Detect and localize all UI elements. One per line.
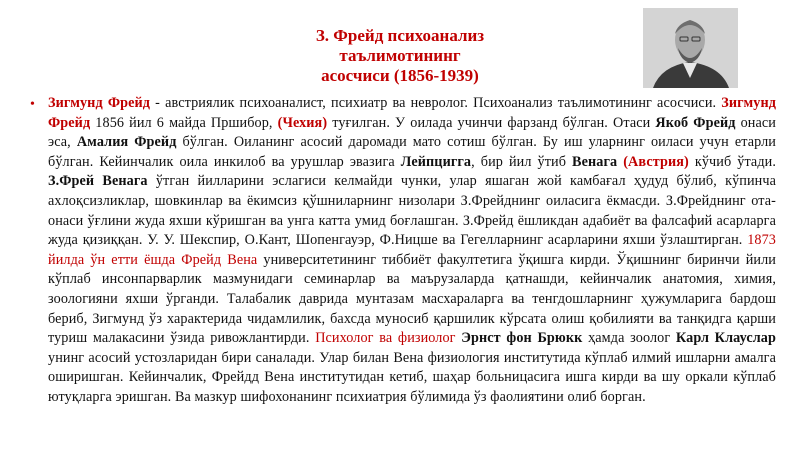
text-segment: бўлган. Оиланинг асосий даромади мато сотиш бўлган. Бу иш уларнинг оиласи учун етарли бўлган. Кейинчалик оила инкилоб ва урушлар эвазига xyxy=(48,134,777,170)
name-ernst-brucke: Эрнст фон Брюкк xyxy=(461,330,583,347)
text-segment: , бир йил ўтиб xyxy=(471,153,573,170)
name-amalia-freud: Амалия Фрейд xyxy=(76,134,177,151)
text-segment: туғилган. У оилада учинчи фарзанд бўлган. Отаси xyxy=(327,114,656,131)
name-jacob-freud: Якоб Фрейд xyxy=(655,114,736,131)
text-segment: университетининг тиббиёт факултетига ўқишга кирди. Ўқишнинг биринчи йили кўплаб инсонпарварлик мазмунидаги семинарлар ва маърузаларда қатнашди, кейинчалик анатомия, химия, зоологияни яхши ўрганди. Талабалик даврида мунтазам масхараларга ва тенгдошларнинг ҳужумларига бардош бериб, Зигмунд ўз характерида чидамлилик, бахсда муносиб қаршилик кўрсата олиш қобилияти ва танқидга қарши туриш малакасини ўзида ривожлантирди. xyxy=(48,251,776,347)
country-austria: (Австрия) xyxy=(623,153,689,170)
text-segment: ўтган йилларини эслагиси келмайди чунки, улар яшаган жой камбағал ҳудуд бўлиб, кўпинча ахлоқсизликлар, шовкинлар ва ёкимсиз қўшниларнинг низолари З.Фрейднинг оиласига ёкмасди. З.Фрейднинг ота-онаси ўғлини жуда яхши кўришган ва унга катта умид боғлашган. З.Фрейд ёшликдан адабиёт ва фалсафий асарларга жуда қизиққан. У. У. Шекспир, О.Кант, Шопенгауэр, Ф.Ницше ва Гегелларнинг асарларини яхши ўзлаштирган. xyxy=(48,173,777,249)
name-carl-claus: Карл Клауслар xyxy=(675,330,776,347)
title-line-1: З. Фрейд психоанализ xyxy=(315,26,485,45)
highlight-psychologist: Психолог ва физиолог xyxy=(315,330,456,347)
bullet-marker: • xyxy=(30,97,35,112)
text-segment: 1856 йил 6 майда Пршибор, xyxy=(90,114,278,131)
text-segment: кўчиб ўтади. xyxy=(688,153,776,170)
text-segment: ҳамда зоолог xyxy=(582,330,676,347)
portrait-photo-icon xyxy=(643,8,738,88)
city-vienna: Венага xyxy=(572,153,618,170)
title-line-2: таълимотининг xyxy=(339,46,461,65)
name-sigmund-freud: Зигмунд Фрейд xyxy=(48,95,151,111)
name-freud-vienna: З.Фрей Венага xyxy=(48,173,148,190)
biography-paragraph xyxy=(48,94,776,408)
text-segment: - австриялик психоаналист, психиатр ва невролог. Психоанализ таълимотининг асосчиси. xyxy=(150,95,722,111)
text-segment: онаси эса, xyxy=(48,114,776,151)
page-title xyxy=(230,26,570,86)
city-leipzig: Лейпцигга xyxy=(400,153,472,170)
title-line-3: асосчиси (1856-1939) xyxy=(321,66,479,85)
country-czech: (Чехия) xyxy=(277,114,328,131)
highlight-1873-vienna: 1873 йилда ўн етти ёшда Фрейд Вена xyxy=(48,232,776,268)
name-sigmund-freud: Зигмунд Фрейд xyxy=(48,95,776,131)
text-segment: унинг асосий устозларидан бири саналади. Улар билан Вена физиология институтида кўплаб илмий ишларни амалга оширишган. Кейинчалик, Фрейдд Вена институтидан кетиб, шаҳар больницасига ишга кирди ва шу оркали кўплаб ютуқларга эришган. Ва мазкур шифохонанинг психиатрия бўлимида ўз фаолиятини олиб борган. xyxy=(48,349,776,405)
